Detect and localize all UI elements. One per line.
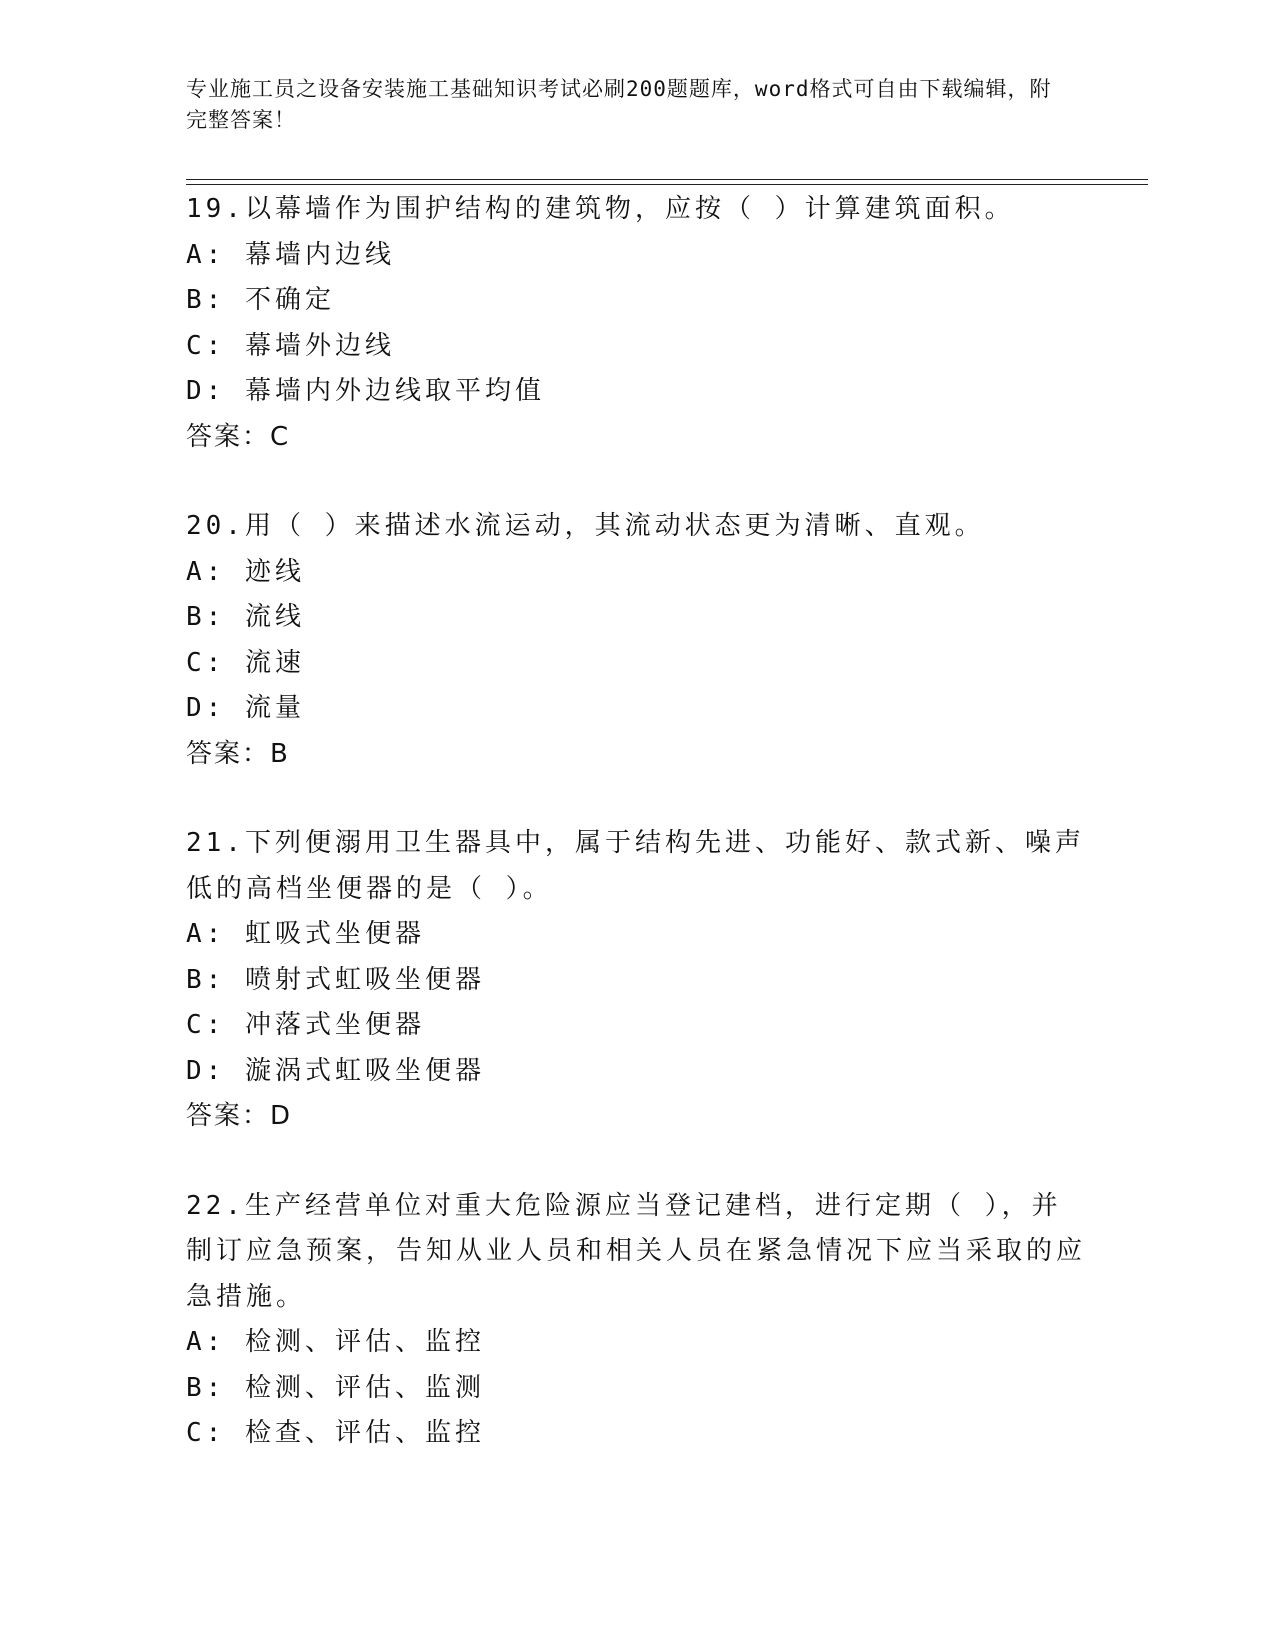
question-stem: 19.以幕墙作为围护结构的建筑物，应按（ ）计算建筑面积。 (186, 194, 1015, 224)
option-c: C: 流速 (186, 647, 305, 678)
option-b: B: 喷射式虹吸坐便器 (186, 964, 485, 995)
option-d: D: 流量 (186, 693, 305, 723)
header-divider-bottom (186, 184, 1148, 185)
question-stem: 20.用（ ）来描述水流运动，其流动状态更为清晰、直观。 (186, 511, 985, 541)
option-a: A: 虹吸式坐便器 (186, 919, 425, 949)
option-c: C: 冲落式坐便器 (186, 1010, 425, 1040)
option-a: A: 迹线 (186, 556, 305, 587)
option-a: A: 检测、评估、监控 (186, 1327, 485, 1357)
option-d: D: 漩涡式虹吸坐便器 (186, 1055, 485, 1086)
question-21 (186, 821, 1086, 1140)
answer-label: 答案：C (186, 421, 291, 452)
option-b: B: 流线 (186, 602, 305, 632)
option-a: A: 幕墙内边线 (186, 239, 395, 270)
option-c: C: 幕墙外边线 (186, 330, 395, 361)
question-19 (186, 187, 1086, 460)
option-b: B: 不确定 (186, 285, 335, 315)
answer-label: 答案：D (186, 1101, 293, 1131)
question-22 (186, 1184, 1086, 1457)
option-b: B: 检测、评估、监测 (186, 1372, 485, 1403)
question-list (186, 187, 1086, 1501)
document-header: 专业施工员之设备安装施工基础知识考试必刷200题题库，word格式可自由下载编辑，附完整答案！ (186, 77, 1052, 132)
question-stem: 21.下列便溺用卫生器具中，属于结构先进、功能好、款式新、噪声低的高档坐便器的是（ ）。 (186, 828, 1085, 904)
question-20 (186, 504, 1086, 777)
header-divider-top (186, 179, 1148, 180)
question-stem: 22.生产经营单位对重大危险源应当登记建档，进行定期（ ），并制订应急预案，告知从业人员和相关人员在紧急情况下应当采取的应急措施。 (186, 1190, 1087, 1312)
answer-label: 答案：B (186, 738, 290, 769)
option-d: D: 幕墙内外边线取平均值 (186, 376, 545, 406)
option-c: C: 检查、评估、监控 (186, 1418, 485, 1448)
